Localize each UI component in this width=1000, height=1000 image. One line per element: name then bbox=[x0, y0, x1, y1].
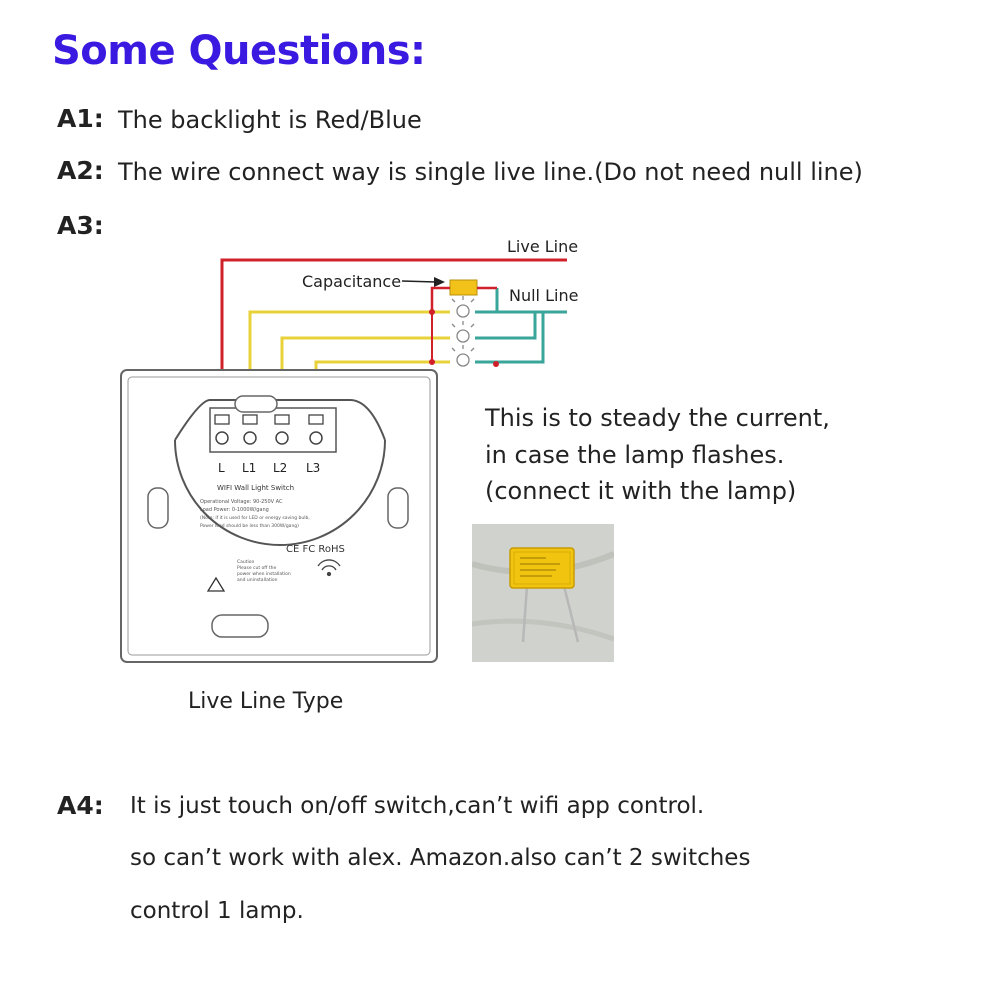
spec-line: (Note: if it is used for LED or energy saving bulb, bbox=[200, 516, 310, 521]
lamp-icon bbox=[452, 296, 474, 366]
caution-line: and uninstallation bbox=[237, 578, 278, 583]
a1-answer: The backlight is Red/Blue bbox=[118, 106, 422, 134]
a2-answer: The wire connect way is single live line.(Do not need null line) bbox=[118, 158, 863, 186]
terminal-label-l1: L1 bbox=[242, 461, 257, 475]
caution-line: power when installation bbox=[237, 572, 291, 577]
a1-label: A1: bbox=[57, 104, 104, 133]
junction-dot bbox=[429, 309, 435, 315]
spec-line: Power load should be less than 300W/gang) bbox=[200, 524, 299, 529]
terminal-label-l3: L3 bbox=[306, 461, 321, 475]
capacitance-arrowhead bbox=[434, 277, 445, 287]
null-line-label: Null Line bbox=[509, 286, 579, 305]
terminal-label-l2: L2 bbox=[273, 461, 288, 475]
capacitor-note-line: This is to steady the current, bbox=[485, 404, 830, 432]
capacitor-note-line: in case the lamp flashes. bbox=[485, 441, 785, 469]
a4-label: A4: bbox=[57, 791, 104, 820]
null-branch-2 bbox=[475, 312, 535, 338]
junction-dot bbox=[493, 361, 499, 367]
caution-line: Please cut off the bbox=[237, 566, 277, 571]
a4-answer-line: It is just touch on/off switch,can’t wifi app control. bbox=[130, 793, 705, 819]
capacitance-arrow bbox=[402, 281, 436, 282]
switch-name: WIFI Wall Light Switch bbox=[217, 484, 295, 492]
caution-line: Caution bbox=[237, 560, 255, 565]
a3-label: A3: bbox=[57, 211, 104, 240]
page-title: Some Questions: bbox=[52, 28, 426, 74]
junction-dot bbox=[429, 359, 435, 365]
capacitor-photo bbox=[472, 524, 614, 662]
a2-label: A2: bbox=[57, 156, 104, 185]
a4-answer-line: control 1 lamp. bbox=[130, 898, 304, 924]
capacitor-note-line: (connect it with the lamp) bbox=[485, 477, 797, 505]
diagram-caption: Live Line Type bbox=[188, 689, 344, 714]
spec-line: Operational Voltage: 90-250V AC bbox=[200, 499, 283, 505]
terminal-label-l: L bbox=[218, 461, 225, 475]
cert-marks: CE FC RoHS bbox=[286, 544, 345, 555]
spec-line: Load Power: 0-1000W/gang bbox=[200, 507, 269, 513]
capacitance-label: Capacitance bbox=[302, 272, 402, 291]
a4-answer-line: so can’t work with alex. Amazon.also can’t 2 switches bbox=[130, 845, 751, 871]
capacitor-symbol bbox=[450, 280, 477, 295]
live-line-label: Live Line bbox=[507, 237, 579, 256]
capacitor-lead-left bbox=[432, 288, 450, 312]
